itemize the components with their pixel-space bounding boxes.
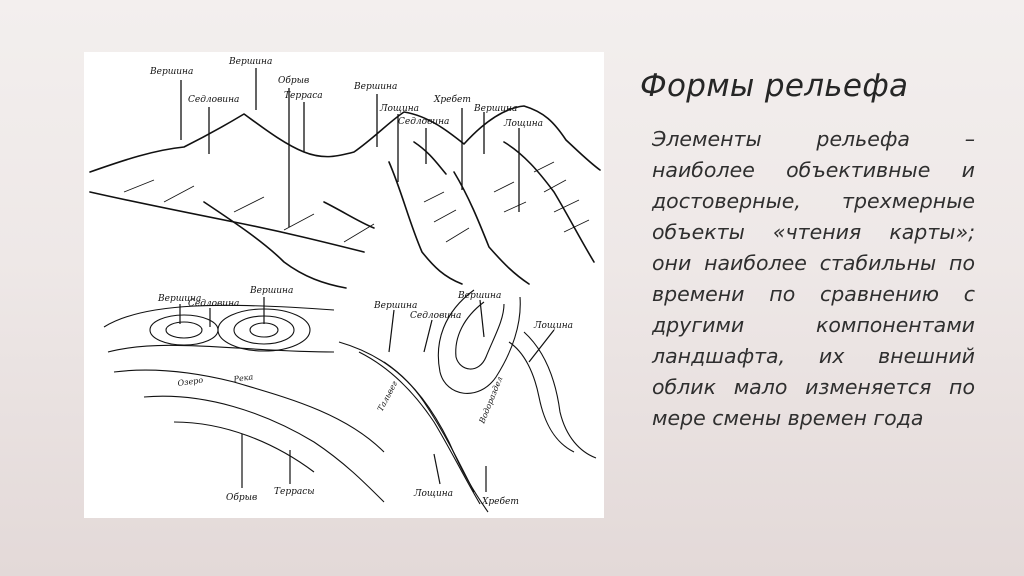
label-saddle-2: Седловина [398,117,450,127]
label-bottom-hollow: Лощина [414,489,454,499]
relief-forms-illustration [84,52,604,518]
label-peak-1: Вершина [150,67,194,77]
label-map-saddle-2: Седловина [410,311,462,321]
label-lake: Озеро [177,375,204,388]
label-thalweg: Тальвег [375,379,400,413]
label-saddle: Седловина [188,95,240,105]
label-cliff: Обрыв [278,76,310,86]
label-bottom-cliff: Обрыв [226,493,258,503]
label-map-saddle-1: Седловина [188,299,240,309]
relief-drawing [84,52,604,518]
slide-body-text: Элементы рельефа – наиболее объективные и достоверные, трехмерные объекты «чтения карты»; они наиболее стабильны по времени по сравнению с другими компонентами ландшафта, их внешний облик мало изменяется по мере смены времен года [652,127,975,430]
label-terrace: Терраса [284,91,323,101]
label-map-peak-1: Вершина [158,294,202,304]
label-peak-4: Вершина [474,104,518,114]
label-map-peak-4: Вершина [458,291,502,301]
label-peak-2: Вершина [229,57,273,67]
label-river: Река [233,372,254,384]
label-bottom-ridge: Хребет [482,497,519,507]
label-map-peak-2: Вершина [250,286,294,296]
label-map-hollow: Лощина [534,321,574,331]
label-hollow-1: Лощина [380,104,420,114]
label-map-peak-3: Вершина [374,301,418,311]
label-hollow-2: Лощина [504,119,544,129]
label-peak-3: Вершина [354,82,398,92]
label-watershed: Водораздел [477,375,505,425]
label-ridge: Хребет [434,95,471,105]
slide-title: Формы рельефа [640,68,909,104]
label-bottom-terraces: Террасы [274,487,315,497]
